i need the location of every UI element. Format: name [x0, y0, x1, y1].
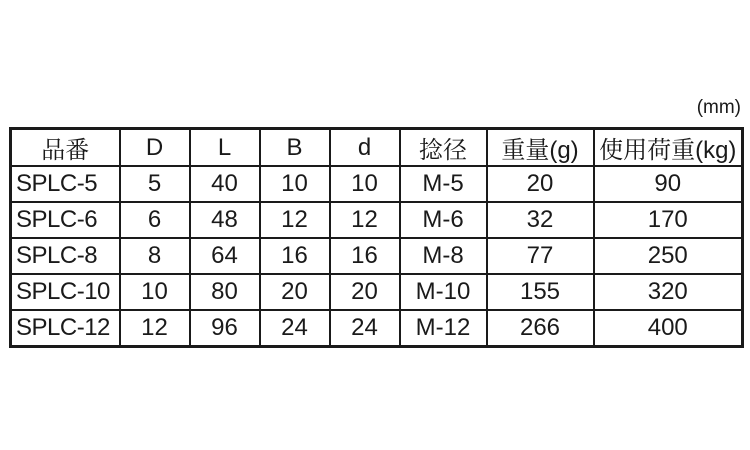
- value-cell: M-8: [400, 238, 487, 274]
- header-cell: 捻径: [400, 129, 487, 167]
- value-cell: 6: [120, 202, 190, 238]
- table-row: [11, 166, 743, 202]
- value-cell: 320: [594, 274, 743, 310]
- value-cell: 96: [190, 310, 260, 347]
- part-number-cell: SPLC-6: [11, 202, 120, 238]
- value-cell: 20: [260, 274, 330, 310]
- part-number-cell: SPLC-5: [11, 166, 120, 202]
- value-cell: 5: [120, 166, 190, 202]
- value-cell: 8: [120, 238, 190, 274]
- table-header-row: [11, 129, 743, 167]
- unit-label: (mm): [696, 97, 741, 118]
- part-number-cell: SPLC-12: [11, 310, 120, 347]
- value-cell: 20: [330, 274, 400, 310]
- value-cell: 155: [487, 274, 594, 310]
- value-cell: 40: [190, 166, 260, 202]
- value-cell: M-12: [400, 310, 487, 347]
- value-cell: 12: [260, 202, 330, 238]
- value-cell: 77: [487, 238, 594, 274]
- value-cell: 16: [260, 238, 330, 274]
- table-row: [11, 310, 743, 347]
- header-cell: 使用荷重(kg): [594, 129, 743, 167]
- header-cell: L: [190, 129, 260, 167]
- part-number-cell: SPLC-8: [11, 238, 120, 274]
- value-cell: M-5: [400, 166, 487, 202]
- spec-table: [9, 127, 744, 348]
- value-cell: 400: [594, 310, 743, 347]
- value-cell: M-10: [400, 274, 487, 310]
- value-cell: 12: [120, 310, 190, 347]
- table-row: [11, 202, 743, 238]
- value-cell: M-6: [400, 202, 487, 238]
- value-cell: 250: [594, 238, 743, 274]
- header-cell: B: [260, 129, 330, 167]
- table-body: [11, 166, 743, 347]
- value-cell: 10: [120, 274, 190, 310]
- value-cell: 32: [487, 202, 594, 238]
- header-cell: d: [330, 129, 400, 167]
- table-row: [11, 238, 743, 274]
- value-cell: 20: [487, 166, 594, 202]
- value-cell: 10: [260, 166, 330, 202]
- value-cell: 16: [330, 238, 400, 274]
- value-cell: 170: [594, 202, 743, 238]
- value-cell: 266: [487, 310, 594, 347]
- value-cell: 24: [260, 310, 330, 347]
- header-cell: D: [120, 129, 190, 167]
- value-cell: 48: [190, 202, 260, 238]
- part-number-cell: SPLC-10: [11, 274, 120, 310]
- value-cell: 90: [594, 166, 743, 202]
- table-row: [11, 274, 743, 310]
- value-cell: 80: [190, 274, 260, 310]
- header-cell: 品番: [11, 129, 120, 167]
- header-cell: 重量(g): [487, 129, 594, 167]
- value-cell: 24: [330, 310, 400, 347]
- value-cell: 64: [190, 238, 260, 274]
- value-cell: 12: [330, 202, 400, 238]
- value-cell: 10: [330, 166, 400, 202]
